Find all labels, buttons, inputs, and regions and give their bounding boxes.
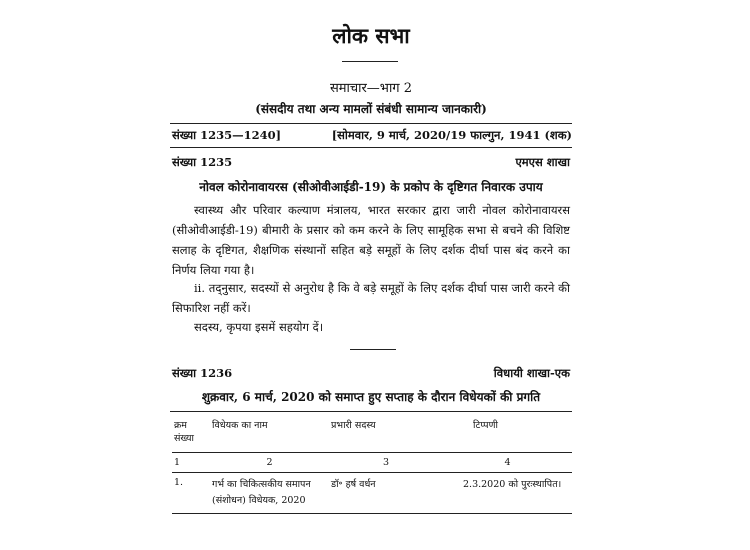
col-number: 2: [266, 456, 273, 468]
row-member: डॉ॰ हर्ष वर्धन: [331, 478, 376, 490]
table-top-rule: [170, 411, 572, 412]
row-remarks: 2.3.2020 को पुरःस्थापित।: [463, 478, 562, 490]
item2-number: संख्या 1236: [172, 366, 233, 380]
row-serial: 1.: [174, 476, 184, 488]
col-number: 4: [504, 456, 511, 468]
col-number: 3: [382, 456, 390, 468]
row-bill-name: गर्भ का चिकित्सकीय समापन (संशोधन) विधेयक, 2020: [212, 478, 311, 506]
part-heading: समाचार—भाग 2: [329, 81, 413, 96]
title-divider: [342, 61, 398, 62]
item1-number: संख्या 1235: [172, 155, 233, 169]
bills-table: [172, 414, 572, 514]
issue-rule: [170, 147, 572, 148]
item1-heading: नोवल कोरोनावायरस (सीओवीआईडी-19) के प्रकोप के दृष्टिगत निवारक उपाय: [199, 180, 543, 194]
document-page: [170, 0, 572, 550]
item1-paragraph-3: सदस्य, कृपया इसमें सहयोग दें।: [194, 320, 324, 334]
item1-paragraph-2: ii. तद्नुसार, सदस्यों से अनुरोध है कि वे बड़े समूहों के लिए दर्शक दीर्घा पास जारी करने की सिफारिश नहीं करें।: [172, 281, 570, 315]
col-header-bill-name: विधेयक का नाम: [212, 420, 268, 431]
page-title: लोक सभा: [332, 23, 410, 48]
table-row: [172, 472, 572, 513]
col-header-serial: क्रम संख्या: [174, 420, 194, 444]
item1-paragraph-1: स्वास्थ्य और परिवार कल्याण मंत्रालय, भारत सरकार द्वारा जारी नोवल कोरोनावायरस (सीओवीआईडी-19) बीमारी के प्रसार को कम करने के लिए सामूहिक सभा से बचने की विशिष्ट सलाह के दृष्टिगत, शैक्षणिक संस्थानों सहित बड़े समूहों के लिए दर्शक दीर्घा पास बंद करने का निर्णय लिया गया है।: [172, 203, 570, 277]
subtitle: (संसदीय तथा अन्य मामलों संबंधी सामान्य जानकारी): [255, 102, 487, 116]
col-header-remarks: टिप्पणी: [473, 420, 498, 431]
column-number-row: [172, 452, 572, 472]
table-header-row: [172, 414, 572, 452]
top-rule: [170, 123, 572, 124]
col-number: 1: [174, 456, 181, 468]
issue-date: [सोमवार, 9 मार्च, 2020/19 फाल्गुन, 1941 (शक): [331, 128, 572, 142]
col-header-member: प्रभारी सदस्य: [331, 420, 376, 431]
item2-heading: शुक्रवार, 6 मार्च, 2020 को समाप्त हुए सप्ताह के दौरान विधेयकों की प्रगति: [201, 390, 541, 404]
item2-branch: विधायी शाखा-एक: [493, 366, 570, 380]
issue-number: संख्या 1235—1240]: [172, 128, 282, 142]
section-divider: [350, 349, 396, 350]
item1-branch: एमएस शाखा: [515, 155, 570, 169]
